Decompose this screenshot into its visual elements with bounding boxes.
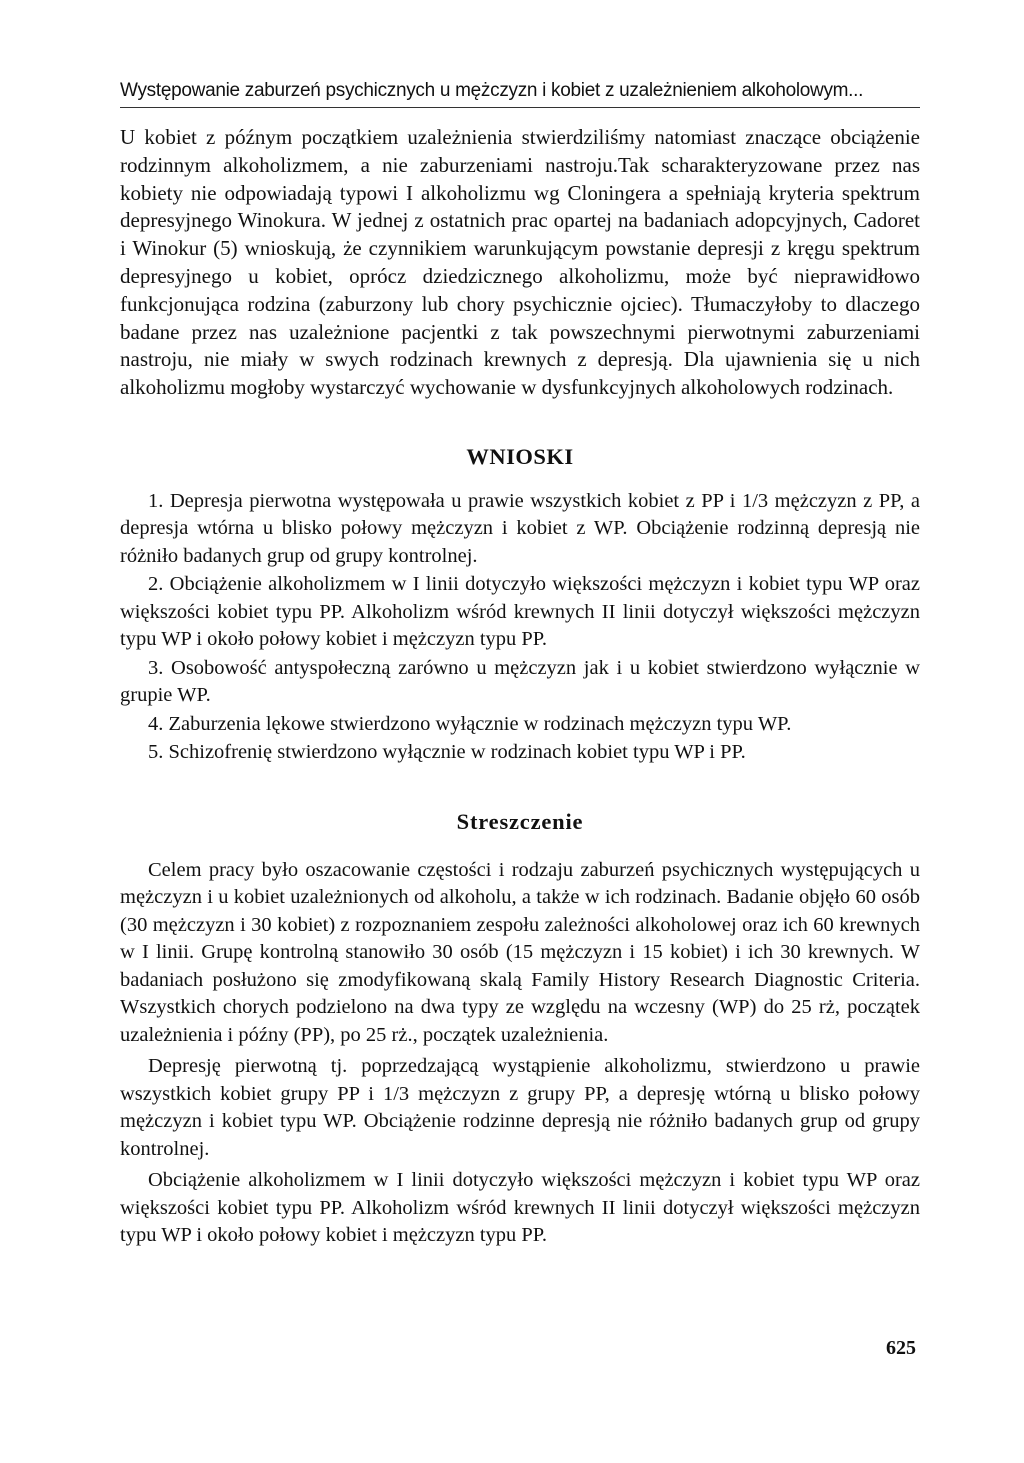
page-number: 625 — [886, 1337, 916, 1359]
conclusion-item: 4. Zaburzenia lękowe stwierdzono wyłącznie w rodzinach mężczyzn typu WP. — [148, 712, 792, 735]
conclusions-list — [120, 488, 920, 767]
conclusion-item: 2. Obciążenie alkoholizmem w I linii dotyczyło większości mężczyzn i kobiet typu WP oraz większości kobiet typu PP. Alkoholizm wśród krewnych II linii dotyczył większości mężczyzn typu WP i około połowy kobiet i mężczyzn typu PP. — [120, 573, 920, 651]
running-head: Występowanie zaburzeń psychicznych u mężczyzn i kobiet z uzależnieniem alkoholowym... — [120, 80, 920, 108]
summary-paragraph: Celem pracy było oszacowanie częstości i rodzaju zaburzeń psychicznych występujących u mężczyzn i u kobiet uzależnionych od alkoholu, a także w ich rodzinach. Badanie objęło 60 osób (30 mężczyzn i 30 kobiet) z rozpoznaniem zespołu zależności alkoholowej oraz ich 60 krewnych w I linii. Grupę kontrolną stanowiło 30 osób (15 mężczyzn i 15 kobiet) i ich 30 krewnych. W badaniach posłużono się zmodyfikowaną skalą Family History Research Diagnostic Criteria. Wszystkich chorych podzielono na dwa typy ze względu na wczesny (WP) do 25 rż, początek uzależnienia i późny (PP), po 25 rż., początek uzależnienia. — [120, 858, 920, 1046]
summary-section — [120, 857, 920, 1250]
summary-paragraph: Depresję pierwotną tj. poprzedzającą wystąpienie alkoholizmu, stwierdzono u prawie wszystkich kobiet grupy PP i 1/3 mężczyzn z grupy PP, a depresję wtórną u blisko połowy mężczyzn i kobiet typu WP. Obciążenie rodzinne depresją nie różniło badanych grup od grupy kontrolnej. — [120, 1055, 920, 1160]
summary-paragraph: Obciążenie alkoholizmem w I linii dotyczyło większości mężczyzn i kobiet typu WP oraz większości kobiet typu PP. Alkoholizm wśród krewnych II linii dotyczył większości mężczyzn typu WP i około połowy kobiet i mężczyzn typu PP. — [120, 1169, 920, 1247]
conclusions-heading: WNIOSKI — [466, 443, 574, 469]
summary-heading: Streszczenie — [456, 808, 584, 834]
page-content — [120, 80, 920, 1254]
conclusion-item: 5. Schizofrenię stwierdzono wyłącznie w rodzinach kobiet typu WP i PP. — [148, 741, 746, 764]
conclusion-item: 1. Depresja pierwotna występowała u prawie wszystkich kobiet z PP i 1/3 mężczyzn z PP, a depresja wtórna u blisko połowy mężczyzn i kobiet z WP. Obciążenie rodzinną depresją nie różniło badanych grup od grupy kontrolnej. — [120, 489, 920, 567]
conclusion-item: 3. Osobowość antyspołeczną zarówno u mężczyzn jak i u kobiet stwierdzono wyłącznie w grupie WP. — [120, 656, 920, 707]
intro-paragraph: U kobiet z późnym początkiem uzależnienia stwierdziliśmy natomiast znaczące obciążenie rodzinnym alkoholizmem, a nie zaburzeniami nastroju.Tak scharakteryzowane przez nas kobiety nie odpowiadają typowi I alkoholizmu wg Cloningera a spełniają kryteria spektrum depresyjnego Winokura. W jednej z ostatnich prac opartej na badaniach adopcyjnych, Cadoret i Winokur (5) wnioskują, że czynnikiem warunkującym powstanie depresji z kręgu spektrum depresyjnego u kobiet, oprócz dziedzicznego alkoholizmu, może być nieprawidłowo funkcjonująca rodzina (zaburzony lub chory psychicznie ojciec). Tłumaczyłoby to dlaczego badane przez nas uzależnione pacjentki z tak powszechnymi pierwotnymi zaburzeniami nastroju, nie miały w swych rodzinach krewnych z depresją. Dla ujawnienia się u nich alkoholizmu mogłoby wystarczyć wychowanie w dysfunkcyjnych alkoholowych rodzinach. — [120, 125, 920, 400]
